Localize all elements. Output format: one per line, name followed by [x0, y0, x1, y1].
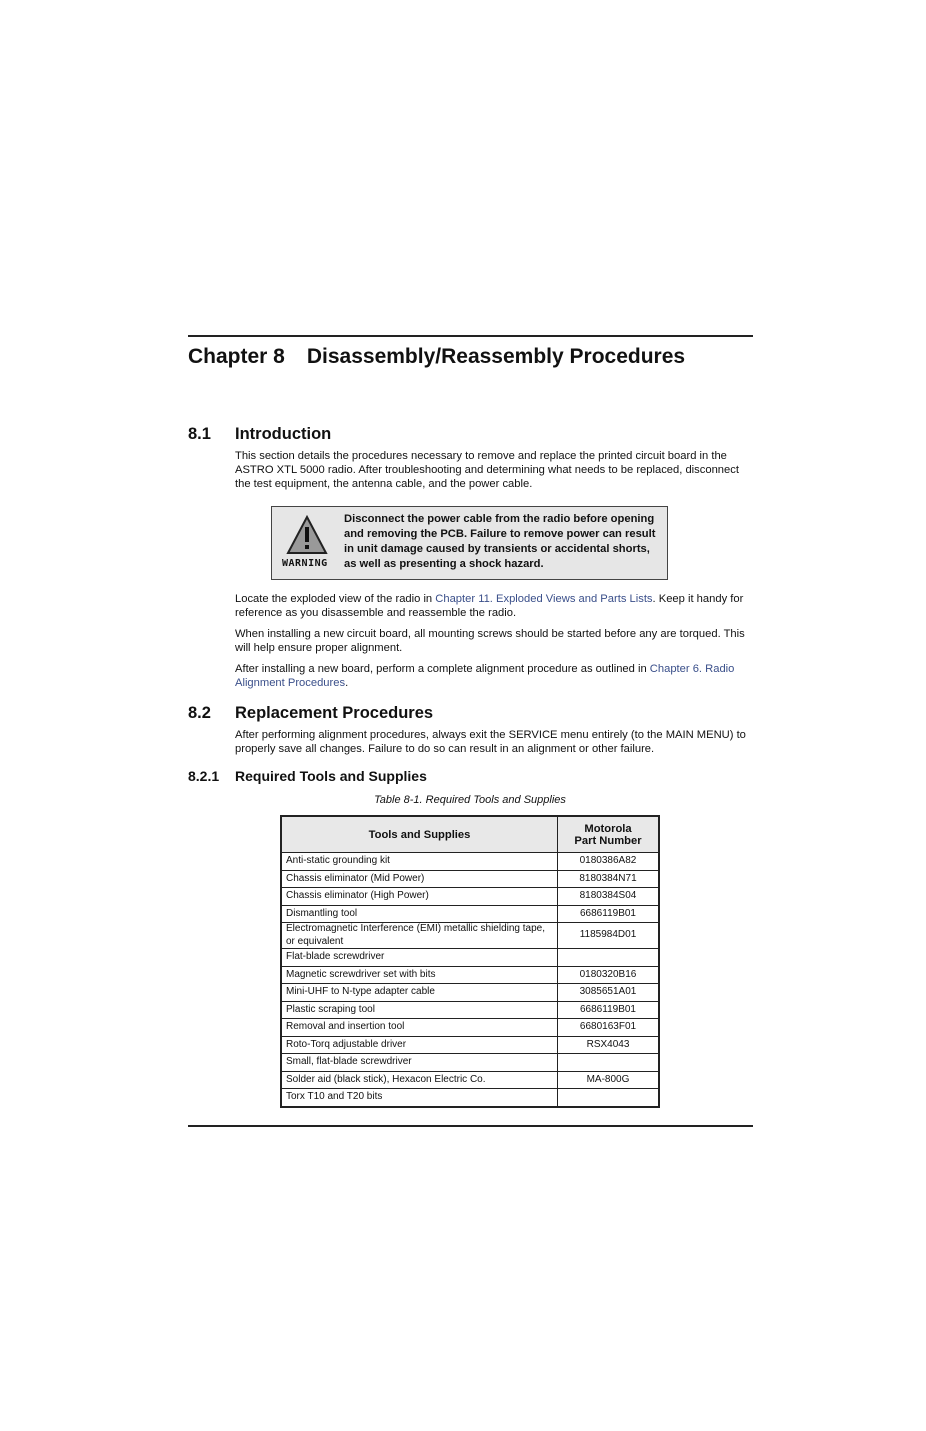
bottom-rule	[188, 1125, 753, 1127]
alignment-paragraph	[235, 662, 753, 690]
table-row	[281, 966, 659, 984]
tool-name: Magnetic screwdriver set with bits	[281, 966, 558, 984]
warning-label: WARNING	[282, 558, 328, 569]
table-row	[281, 1089, 659, 1107]
section-title: Replacement Procedures	[235, 704, 434, 722]
part-number: 6686119B01	[558, 905, 660, 923]
part-number: 6680163F01	[558, 1019, 660, 1037]
screws-paragraph: When installing a new circuit board, all mounting screws should be started before any are torqued. This will help ensure proper alignment.	[235, 628, 745, 654]
header-tools: Tools and Supplies	[281, 816, 558, 853]
part-number: 6686119B01	[558, 1001, 660, 1019]
section-title: Introduction	[235, 425, 332, 443]
tool-name: Solder aid (black stick), Hexacon Electric Co.	[281, 1071, 558, 1089]
tool-name: Mini-UHF to N-type adapter cable	[281, 984, 558, 1002]
section-8-1-heading	[188, 425, 331, 444]
part-number: 1185984D01	[558, 923, 660, 949]
section-title: Required Tools and Supplies	[235, 768, 427, 784]
tool-name: Roto-Torq adjustable driver	[281, 1036, 558, 1054]
table-row	[281, 853, 659, 871]
part-number	[558, 949, 660, 967]
tool-name: Chassis eliminator (Mid Power)	[281, 870, 558, 888]
part-number: 0180386A82	[558, 853, 660, 871]
text: After installing a new board, perform a complete alignment procedure as outlined in	[235, 663, 650, 675]
table-row	[281, 923, 659, 949]
part-number: 3085651A01	[558, 984, 660, 1002]
part-number: 8180384N71	[558, 870, 660, 888]
header-line: Part Number	[574, 834, 642, 847]
top-rule	[188, 335, 753, 337]
table-row	[281, 949, 659, 967]
chapter-6-link[interactable]: Chapter 6. Radio Alignment Procedures	[235, 663, 735, 689]
part-number: MA-800G	[558, 1071, 660, 1089]
table-row	[281, 1001, 659, 1019]
part-number	[558, 1054, 660, 1072]
tool-name: Flat-blade screwdriver	[281, 949, 558, 967]
tool-name: Chassis eliminator (High Power)	[281, 888, 558, 906]
part-number: 0180320B16	[558, 966, 660, 984]
section-number: 8.2.1	[188, 768, 220, 784]
replacement-paragraph: After performing alignment procedures, always exit the SERVICE menu entirely (to the MAIN MENU) to properly save all changes. Failure to do so can result in an alignment or other failure.	[235, 729, 746, 755]
tool-name: Removal and insertion tool	[281, 1019, 558, 1037]
warning-box	[271, 506, 668, 580]
tool-name: Small, flat-blade screwdriver	[281, 1054, 558, 1072]
warning-triangle-icon	[286, 515, 328, 555]
part-number: 8180384S04	[558, 888, 660, 906]
section-number: 8.2	[188, 704, 211, 722]
intro-paragraph: This section details the procedures necessary to remove and replace the printed circuit board in the ASTRO XTL 5000 radio. After troubleshooting and determining what needs to be replaced, disconnect the test equipment, the antenna cable, and the power cable.	[235, 450, 739, 490]
table-caption: Table 8-1. Required Tools and Supplies	[374, 794, 566, 806]
table-row	[281, 1019, 659, 1037]
part-number	[558, 1089, 660, 1107]
tool-name: Electromagnetic Interference (EMI) metallic shielding tape, or equivalent	[281, 923, 558, 949]
section-8-2-1-heading	[188, 768, 427, 784]
text: Locate the exploded view of the radio in	[235, 593, 436, 605]
text: .	[345, 677, 349, 689]
chapter-11-link[interactable]: Chapter 11. Exploded Views and Parts Lists	[435, 593, 653, 605]
exploded-view-paragraph	[235, 592, 753, 620]
header-line: Motorola	[584, 822, 632, 835]
warning-text: Disconnect the power cable from the radio before opening and removing the PCB. Failure to remove power can result in unit damage caused by transients or accidental shorts, as well as presenting a shock hazard.	[344, 513, 656, 570]
tool-name: Torx T10 and T20 bits	[281, 1089, 558, 1107]
table-row	[281, 905, 659, 923]
chapter-number: Chapter 8	[188, 345, 285, 368]
header-part-number	[558, 816, 660, 853]
table-row	[281, 1054, 659, 1072]
table-row	[281, 888, 659, 906]
table-row	[281, 1036, 659, 1054]
chapter-title-text: Disassembly/Reassembly Procedures	[306, 345, 686, 368]
section-number: 8.1	[188, 425, 211, 443]
table-row	[281, 870, 659, 888]
chapter-title	[188, 345, 685, 369]
table-row	[281, 984, 659, 1002]
part-number: RSX4043	[558, 1036, 660, 1054]
section-8-2-heading	[188, 704, 433, 723]
tools-table	[280, 815, 660, 1108]
table-row	[281, 1071, 659, 1089]
text: . Keep it handy for reference as you disassemble and reassemble the radio.	[235, 593, 744, 619]
tool-name: Plastic scraping tool	[281, 1001, 558, 1019]
tool-name: Anti-static grounding kit	[281, 853, 558, 871]
tool-name: Dismantling tool	[281, 905, 558, 923]
